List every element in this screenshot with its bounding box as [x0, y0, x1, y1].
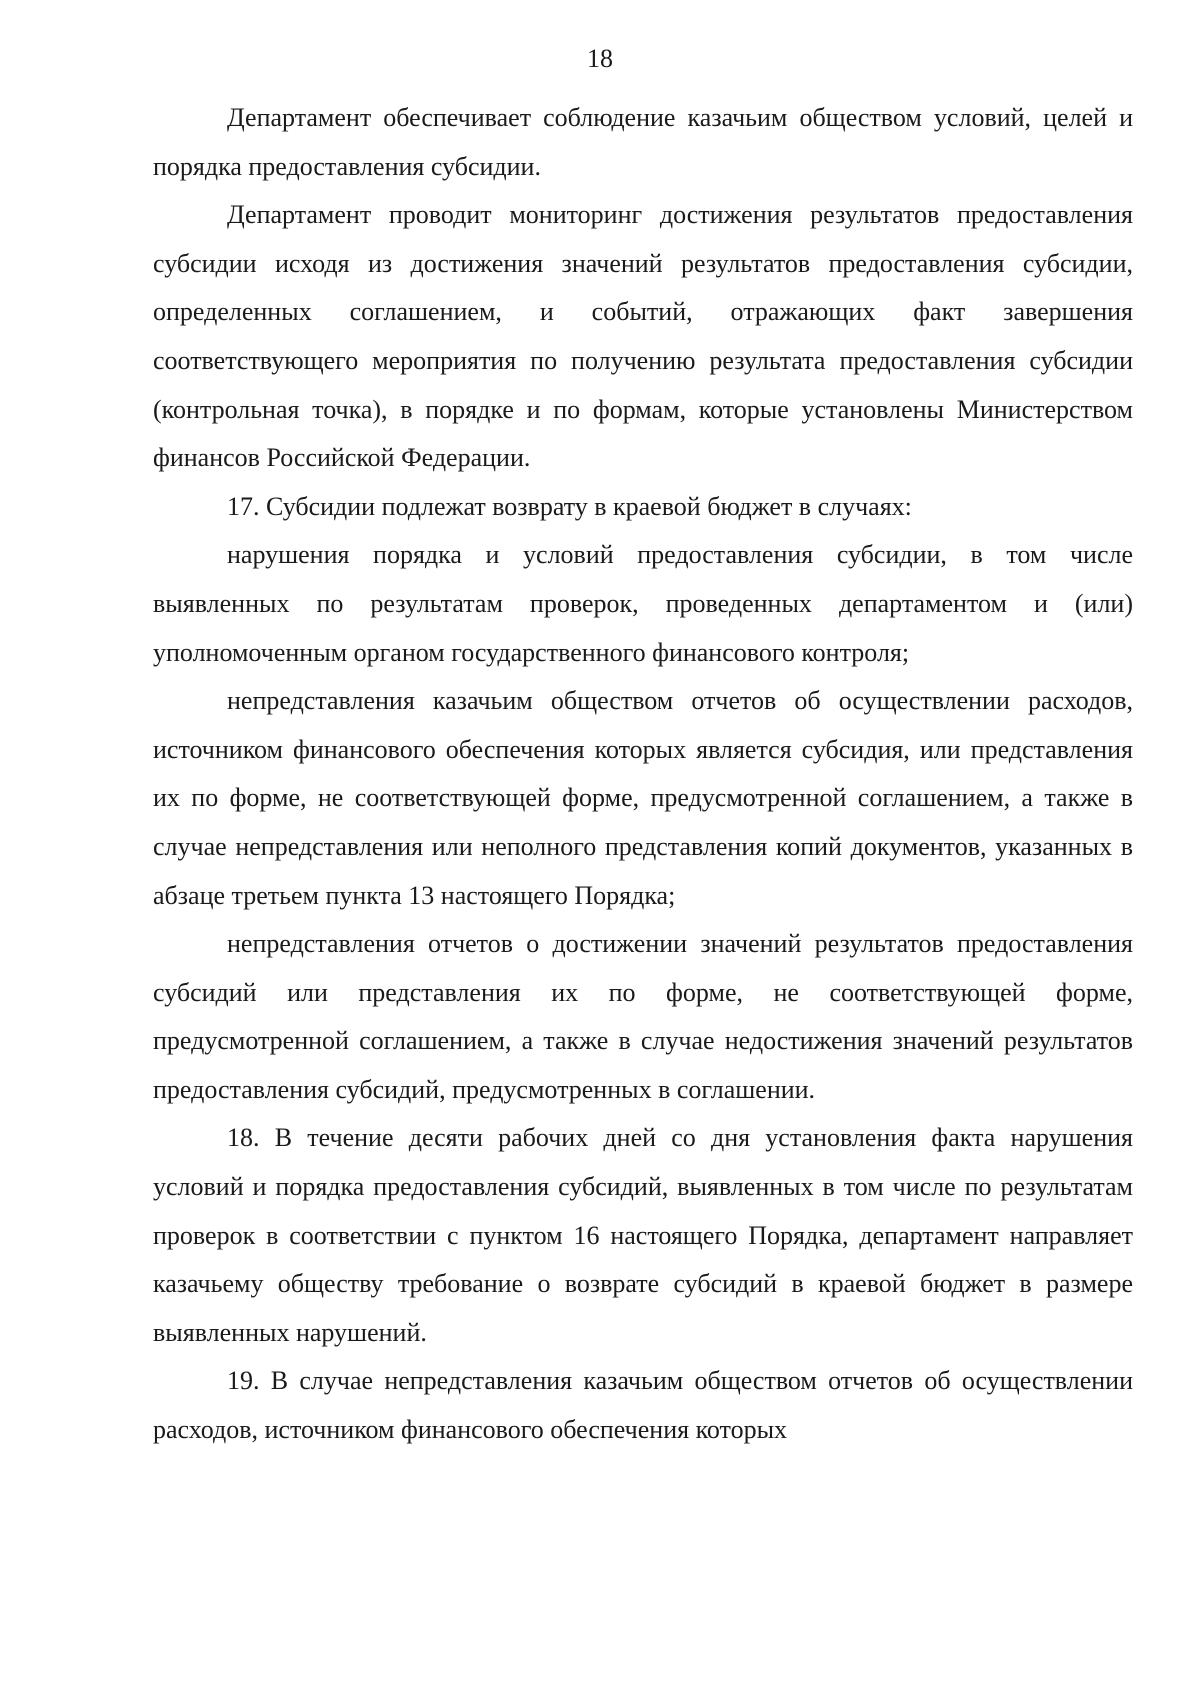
paragraph-expense-report-case: непредставления казачьим обществом отчетов об осуществлении расходов, источником финансового обеспечения которых является субсидия, или представления их по форме, не соответствующей форме, предусмотренной соглашением, а также в случае непредставления или неполного представления копий документов, указанных в абзаце третьем пункта 13 настоящего Порядка;	[153, 686, 1133, 910]
paragraph-department-compliance: Департамент обеспечивает соблюдение казачьим обществом условий, целей и порядка предоставления субсидии.	[153, 103, 1133, 181]
paragraph-violation-case: нарушения порядка и условий предоставления субсидии, в том числе выявленных по результатам проверок, проведенных департаментом и (или) уполномоченным органом государственного финансового контроля;	[153, 540, 1133, 667]
document-body	[153, 94, 1133, 1455]
paragraph-item-19: 19. В случае непредставления казачьим обществом отчетов об осуществлении расходов, источником финансового обеспечения которых	[153, 1366, 1133, 1445]
paragraph-item-17: 17. Субсидии подлежат возврату в краевой бюджет в случаях:	[227, 491, 912, 521]
paragraph-results-report-case: непредставления отчетов о достижении значений результатов предоставления субсидий или представления их по форме, не соответствующей форме, предусмотренной соглашением, а также в случае недостижения значений результатов предоставления субсидий, предусмотренных в соглашении.	[153, 929, 1133, 1104]
paragraph-department-monitoring: Департамент проводит мониторинг достижения результатов предоставления субсидии исходя из достижения значений результатов предоставления субсидии, определенных соглашением, и событий, отражающих факт завершения соответствующего мероприятия по получению результата предоставления субсидии (контрольная точка), в порядке и по формам, которые установлены Министерством финансов Российской Федерации.	[153, 200, 1133, 473]
paragraph-item-18: 18. В течение десяти рабочих дней со дня установления факта нарушения условий и порядка предоставления субсидий, выявленных в том числе по результатам проверок в соответствии с пунктом 16 настоящего Порядка, департамент направляет казачьему обществу требование о возврате субсидий в краевой бюджет в размере выявленных нарушений.	[153, 1123, 1133, 1347]
page-number: 18	[587, 44, 613, 73]
